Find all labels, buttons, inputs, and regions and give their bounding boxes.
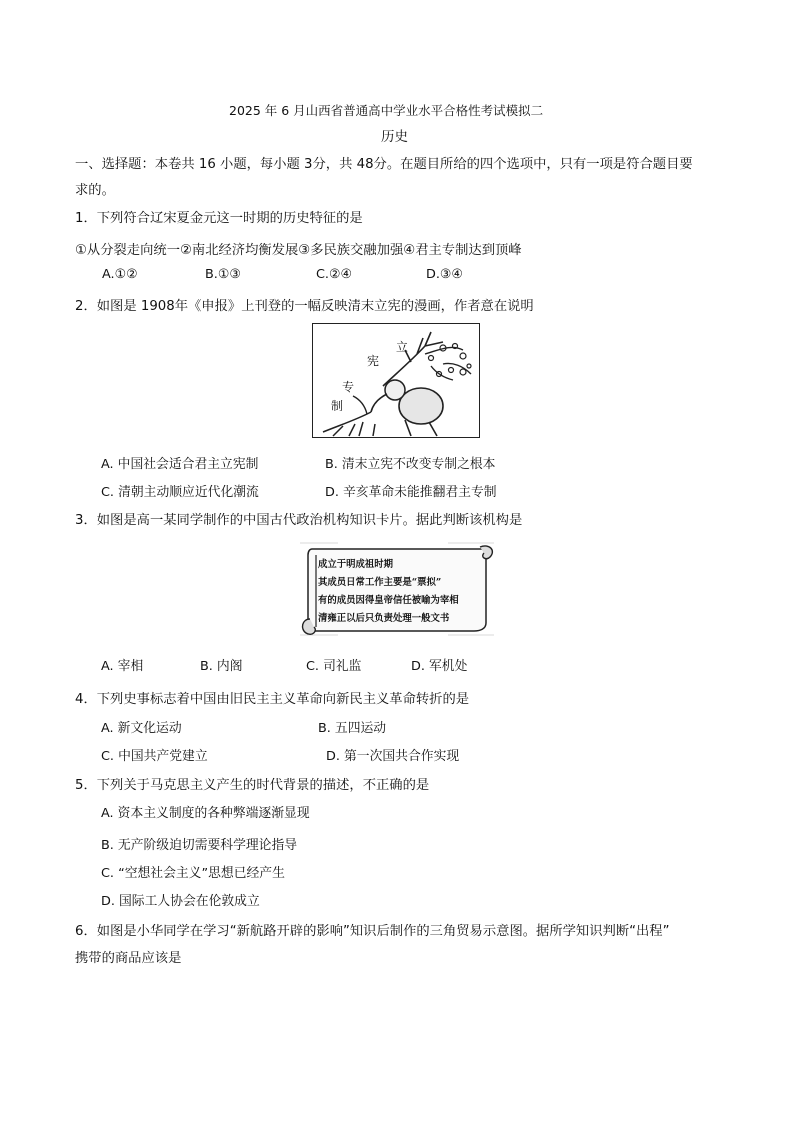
question-1-option-c[interactable]: C.②④ — [316, 267, 352, 282]
scroll-drawing — [298, 537, 496, 641]
question-2-option-d[interactable]: D. 辛亥革命未能推翻君主专制 — [325, 485, 497, 500]
section-instruction-line1: 一、选择题：本卷共 16 小题，每小题 3分，共 48分。在题目所给的四个选项中，只有一项是符合题目要 — [75, 157, 693, 172]
subject-title: 历史 — [381, 129, 408, 145]
constitution-cartoon-image — [312, 323, 480, 438]
knowledge-card-image — [298, 537, 496, 641]
cartoon-label-xian: 宪 — [367, 354, 380, 368]
question-5-option-d[interactable]: D. 国际工人协会在伦敦成立 — [101, 894, 260, 909]
question-3-stem: 3．如图是高一某同学制作的中国古代政治机构知识卡片。据此判断该机构是 — [75, 513, 523, 528]
exam-title: 2025 年 6 月山西省普通高中学业水平合格性考试模拟二 — [229, 103, 544, 118]
question-4-option-a[interactable]: A. 新文化运动 — [101, 721, 182, 736]
question-4-option-c[interactable]: C. 中国共产党建立 — [101, 749, 208, 764]
question-3-option-b[interactable]: B. 内阁 — [200, 659, 243, 674]
question-5-option-c[interactable]: C. “空想社会主义”思想已经产生 — [101, 866, 285, 881]
card-line-4: 清雍正以后只负责处理一般文书 — [318, 613, 450, 624]
question-1-stem: 1．下列符合辽宋夏金元这一时期的历史特征的是 — [75, 211, 363, 226]
question-5-option-b[interactable]: B. 无产阶级迫切需要科学理论指导 — [101, 838, 298, 853]
question-1-statements: ①从分裂走向统一②南北经济均衡发展③多民族交融加强④君主专制达到顶峰 — [75, 243, 522, 258]
cartoon-label-li: 立 — [396, 340, 409, 354]
question-3-option-a[interactable]: A. 宰相 — [101, 659, 144, 674]
section-instruction-line2: 求的。 — [75, 183, 115, 198]
card-line-3: 有的成员因得皇帝信任被喻为宰相 — [318, 595, 459, 606]
card-line-1: 成立于明成祖时期 — [318, 559, 394, 570]
cartoon-label-zhi: 制 — [331, 399, 344, 413]
question-3-option-c[interactable]: C. 司礼监 — [306, 659, 362, 674]
question-4-stem: 4．下列史事标志着中国由旧民主主义革命向新民主义革命转折的是 — [75, 692, 470, 707]
question-1-option-b[interactable]: B.①③ — [205, 267, 241, 282]
question-2-option-b[interactable]: B. 清末立宪不改变专制之根本 — [325, 457, 496, 472]
question-1-option-d[interactable]: D.③④ — [426, 267, 463, 282]
cartoon-label-zhuan: 专 — [342, 380, 355, 394]
question-4-option-d[interactable]: D. 第一次国共合作实现 — [326, 749, 460, 764]
question-5-stem: 5．下列关于马克思主义产生的时代背景的描述，不正确的是 — [75, 778, 430, 793]
question-5-option-a[interactable]: A. 资本主义制度的各种弊端逐渐显现 — [101, 806, 310, 821]
question-1-option-a[interactable]: A.①② — [102, 267, 138, 282]
question-6-stem-line1: 6．如图是小华同学在学习“新航路开辟的影响”知识后制作的三角贸易示意图。据所学知识判断“出程” — [75, 924, 670, 939]
question-4-option-b[interactable]: B. 五四运动 — [318, 721, 387, 736]
question-2-stem: 2．如图是 1908年《申报》上刊登的一幅反映清末立宪的漫画，作者意在说明 — [75, 299, 534, 314]
question-6-stem-line2: 携带的商品应该是 — [75, 951, 182, 966]
question-3-option-d[interactable]: D. 军机处 — [411, 659, 468, 674]
question-2-option-c[interactable]: C. 清朝主动顺应近代化潮流 — [101, 485, 259, 500]
card-line-2: 其成员日常工作主要是“票拟” — [318, 577, 442, 588]
question-2-option-a[interactable]: A. 中国社会适合君主立宪制 — [101, 457, 259, 472]
